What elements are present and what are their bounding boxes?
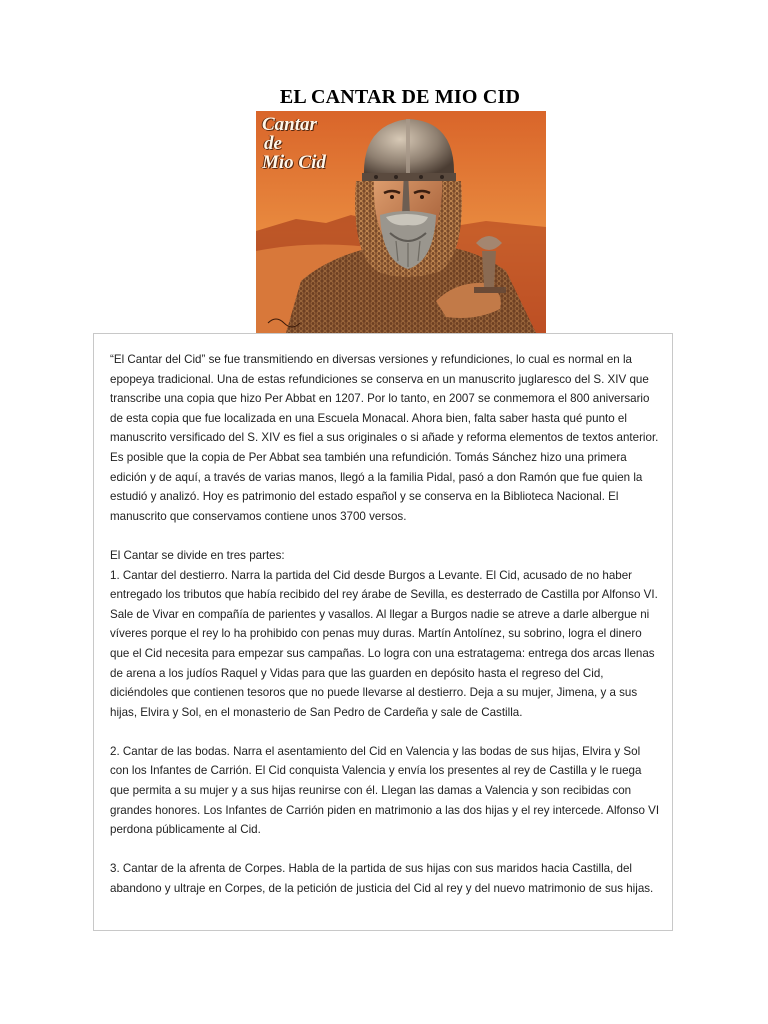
text-frame	[93, 333, 673, 931]
cover-line-3: Mio Cid	[262, 152, 326, 173]
division-paragraph: El Cantar se divide en tres partes:	[110, 548, 285, 562]
part-3-paragraph: 3. Cantar de la afrenta de Corpes. Habla de la partida de sus hijas con sus maridos hacia Castilla, del abandono y ultraje en Corpes, de la petición de justicia del Cid al rey y del nuevo matrimonio de sus hijas.	[110, 862, 654, 896]
cover-illustration	[256, 111, 546, 333]
cover-title-lettering	[262, 115, 326, 172]
intro-paragraph: “El Cantar del Cid” se fue transmitiendo en diversas versiones y refundiciones, lo cual es normal en la epopeya tradicional. Una de estas refundiciones se conserva en un manuscrito juglaresco del S. XIV que transcribe una copia que hizo Per Abbat en 1207. Por lo tanto, en 2007 se conmemora el 800 aniversario de esta copia que fue localizada en una Escuela Monacal. Ahora bien, falta saber hasta qué punto el manuscrito versificado del S. XIV es fiel a sus originales o si añade y reforma elementos de textos anterior. Es posible que la copia de Per Abbat sea también una refundición. Tomás Sánchez hizo una primera edición y de aquí, a través de varias manos, llegó a la familia Pidal, pasó a don Ramón que fue quien la estudió y analizó. Hoy es patrimonio del estado español y se conserva en la Biblioteca Nacional. El manuscrito que conservamos contiene unos 3700 versos.	[110, 353, 659, 523]
body-text	[110, 350, 660, 918]
part-2-paragraph: 2. Cantar de las bodas. Narra el asentamiento del Cid en Valencia y las bodas de sus hijas, Elvira y Sol con los Infantes de Carrión. El Cid conquista Valencia y envía los presentes al rey de Castilla y le ruega que permita a su mujer y a sus hijas reunirse con él. Llegan las damas a Valencia y son recibidas con grandes honores. Los Infantes de Carrión piden en matrimonio a las dos hijas y el rey intercede. Alfonso VI perdona públicamente al Cid.	[110, 744, 660, 837]
document-title: EL CANTAR DE MIO CID	[279, 86, 521, 108]
cover-line-2: de	[264, 133, 282, 154]
part-1-paragraph: 1. Cantar del destierro. Narra la partida del Cid desde Burgos a Levante. El Cid, acusado de no haber entregado los tributos que había recibido del rey árabe de Sevilla, es desterrado de Castilla por Alfonso VI. Sale de Vivar en compañía de parientes y vasallos. Al llegar a Burgos nadie se atreve a darle albergue ni víveres porque el rey lo ha prohibido con penas muy duras. Martín Antolínez, su sobrino, logra el dinero que el Cid necesita para empezar sus campañas. Lo logra con una estratagema: entrega dos arcas llenas de arena a los judíos Raquel y Vidas para que las guarden en depósito hasta el regreso del Cid, diciéndoles que contienen tesoros que no puede llevarse al destierro. Deja a su mujer, Jimena, y a sus hijas, Elvira y Sol, en el monasterio de San Pedro de Cardeña y sale de Castilla.	[110, 568, 658, 719]
cover-line-1: Cantar	[262, 114, 317, 135]
